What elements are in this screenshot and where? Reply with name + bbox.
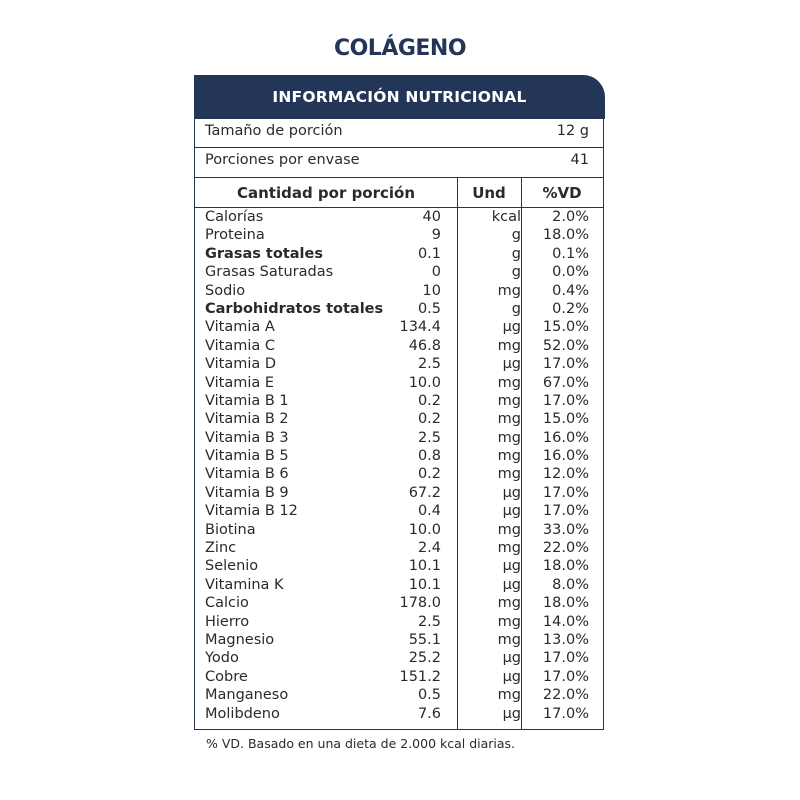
- nutrient-name: Vitamia B 3: [205, 429, 289, 446]
- nutrient-unit: µg: [502, 356, 521, 373]
- nutrient-daily-value: 15.0%: [542, 319, 589, 336]
- nutrient-daily-value: 33.0%: [542, 521, 589, 538]
- nutrient-row: [195, 355, 603, 373]
- dv-column-header: %VD: [542, 184, 582, 202]
- nutrient-amount: 55.1: [408, 631, 441, 648]
- nutrient-daily-value: 8.0%: [552, 576, 589, 593]
- nutrient-daily-value: 16.0%: [542, 448, 589, 465]
- nutrient-row: [195, 557, 603, 575]
- nutrient-row: [195, 300, 603, 318]
- nutrient-unit: µg: [502, 650, 521, 667]
- nutrient-row: [195, 429, 603, 447]
- nutrient-unit: µg: [502, 668, 521, 685]
- nutrient-amount: 9: [431, 227, 441, 244]
- nutrient-name: Sodio: [205, 282, 246, 299]
- nutrient-name: Calcio: [205, 595, 249, 612]
- nutrient-unit: µg: [502, 484, 521, 501]
- nutrient-unit: mg: [497, 631, 521, 648]
- nutrient-row: [195, 410, 603, 428]
- nutrient-amount: 0.8: [417, 448, 441, 465]
- nutrient-row: [195, 282, 603, 300]
- nutrient-daily-value: 12.0%: [542, 466, 589, 483]
- nutrient-daily-value: 17.0%: [542, 705, 589, 722]
- nutrient-name: Vitamia B 6: [205, 466, 289, 483]
- serving-size-value: 12 g: [556, 123, 589, 139]
- nutrient-daily-value: 0.4%: [552, 282, 589, 299]
- nutrient-daily-value: 17.0%: [542, 668, 589, 685]
- nutrient-unit: mg: [497, 374, 521, 391]
- nutrient-row: [195, 668, 603, 686]
- nutrient-amount: 151.2: [399, 668, 441, 685]
- nutrient-row: [195, 226, 603, 244]
- nutrient-row: [195, 447, 603, 465]
- nutrient-amount: 10.0: [408, 521, 441, 538]
- nutrient-daily-value: 17.0%: [542, 484, 589, 501]
- product-title: COLÁGENO: [333, 36, 467, 61]
- nutrient-amount: 0.2: [417, 411, 441, 428]
- nutrient-daily-value: 22.0%: [542, 540, 589, 557]
- nutrient-name: Yodo: [205, 650, 239, 667]
- nutrient-name: Cobre: [205, 668, 248, 685]
- nutrient-row: [195, 245, 603, 263]
- nutrient-row: [195, 521, 603, 539]
- nutrient-amount: 46.8: [408, 337, 441, 354]
- nutrient-row: [195, 208, 603, 226]
- nutrient-daily-value: 0.1%: [552, 245, 589, 262]
- nutrient-amount: 10.1: [408, 558, 441, 575]
- nutrient-daily-value: 0.0%: [552, 264, 589, 281]
- nutrient-row: [195, 631, 603, 649]
- nutrient-unit: mg: [497, 540, 521, 557]
- nutrient-unit: µg: [502, 503, 521, 520]
- nutrient-name: Vitamia C: [205, 337, 275, 354]
- nutrient-name: Selenio: [205, 558, 259, 575]
- nutrient-amount: 0.4: [417, 503, 441, 520]
- nutrient-row: [195, 392, 603, 410]
- nutrient-daily-value: 17.0%: [542, 503, 589, 520]
- nutrient-amount: 178.0: [399, 595, 441, 612]
- nutrient-daily-value: 18.0%: [542, 227, 589, 244]
- nutrient-unit: g: [511, 227, 521, 244]
- nutrient-daily-value: 18.0%: [542, 595, 589, 612]
- nutrient-unit: g: [511, 264, 521, 281]
- nutrient-amount: 2.5: [417, 429, 441, 446]
- nutrient-daily-value: 22.0%: [542, 687, 589, 704]
- nutrient-row: [195, 502, 603, 520]
- nutrient-amount: 7.6: [417, 705, 441, 722]
- nutrient-name: Vitamia A: [205, 319, 275, 336]
- nutrient-row: [195, 318, 603, 336]
- nutrient-unit: mg: [497, 411, 521, 428]
- nutrient-name: Magnesio: [205, 631, 275, 648]
- footnote: % VD. Basado en una dieta de 2.000 kcal diarias.: [206, 736, 516, 751]
- nutrient-name: Carbohidratos totales: [205, 300, 384, 317]
- nutrient-name: Vitamia B 1: [205, 392, 289, 409]
- nutrient-row: [195, 374, 603, 392]
- nutrient-row: [195, 263, 603, 281]
- amount-column-header: Cantidad por porción: [236, 184, 416, 202]
- nutrient-daily-value: 18.0%: [542, 558, 589, 575]
- nutrient-unit: µg: [502, 705, 521, 722]
- nutrient-unit: mg: [497, 521, 521, 538]
- nutrient-amount: 0.2: [417, 392, 441, 409]
- nutrient-daily-value: 0.2%: [552, 300, 589, 317]
- nutrient-unit: mg: [497, 613, 521, 630]
- nutrient-amount: 0: [431, 264, 441, 281]
- nutrient-unit: mg: [497, 429, 521, 446]
- nutrient-name: Hierro: [205, 613, 250, 630]
- nutrient-name: Manganeso: [205, 687, 289, 704]
- nutrient-amount: 10.1: [408, 576, 441, 593]
- nutrient-row: [195, 576, 603, 594]
- nutrient-name: Vitamia E: [205, 374, 275, 391]
- nutrient-amount: 10: [422, 282, 441, 299]
- nutrient-row: [195, 705, 603, 723]
- nutrient-name: Molibdeno: [205, 705, 280, 722]
- nutrient-unit: mg: [497, 595, 521, 612]
- nutrient-amount: 0.2: [417, 466, 441, 483]
- nutrient-row: [195, 613, 603, 631]
- nutrient-amount: 2.5: [417, 613, 441, 630]
- nutrient-unit: g: [511, 300, 521, 317]
- serving-size-label: Tamaño de porción: [205, 123, 343, 139]
- nutrient-unit: mg: [497, 687, 521, 704]
- nutrient-unit: mg: [497, 448, 521, 465]
- nutrient-daily-value: 52.0%: [542, 337, 589, 354]
- nutrient-amount: 2.5: [417, 356, 441, 373]
- nutrient-amount: 10.0: [408, 374, 441, 391]
- nutrient-name: Biotina: [205, 521, 256, 538]
- nutrition-panel: [194, 75, 604, 730]
- nutrient-name: Vitamia B 9: [205, 484, 289, 501]
- nutrient-unit: kcal: [491, 209, 521, 225]
- nutrient-name: Vitamia D: [205, 356, 277, 373]
- nutrient-amount: 67.2: [408, 484, 441, 501]
- nutrient-unit: µg: [502, 558, 521, 575]
- nutrient-amount: 2.4: [417, 540, 441, 557]
- nutrient-daily-value: 17.0%: [542, 392, 589, 409]
- nutrient-amount: 25.2: [408, 650, 441, 667]
- nutrient-unit: g: [511, 245, 521, 262]
- nutrient-daily-value: 16.0%: [542, 429, 589, 446]
- nutrient-daily-value: 17.0%: [542, 650, 589, 667]
- nutrient-row: [195, 649, 603, 667]
- nutrient-name: Proteina: [205, 227, 265, 244]
- nutrient-daily-value: 14.0%: [542, 613, 589, 630]
- nutrient-amount: 40: [422, 209, 441, 225]
- nutrient-list: [195, 208, 603, 723]
- nutrient-name: Grasas totales: [205, 245, 323, 262]
- nutrient-daily-value: 17.0%: [542, 356, 589, 373]
- nutrient-name: Calorías: [205, 209, 264, 225]
- nutrient-name: Vitamia B 12: [205, 503, 298, 520]
- nutrient-daily-value: 15.0%: [542, 411, 589, 428]
- servings-per-container-label: Porciones por envase: [205, 152, 360, 168]
- nutrient-name: Vitamia B 2: [205, 411, 289, 428]
- nutrient-unit: mg: [497, 392, 521, 409]
- divider: [195, 177, 603, 178]
- divider: [195, 147, 603, 148]
- servings-per-container-value: 41: [570, 152, 589, 168]
- panel-header: INFORMACIÓN NUTRICIONAL: [194, 75, 605, 119]
- nutrient-daily-value: 2.0%: [552, 209, 589, 225]
- nutrient-unit: mg: [497, 337, 521, 354]
- nutrient-name: Vitamina K: [205, 576, 284, 593]
- nutrient-unit: mg: [497, 282, 521, 299]
- nutrient-row: [195, 465, 603, 483]
- nutrient-name: Vitamia B 5: [205, 448, 289, 465]
- nutrient-row: [195, 539, 603, 557]
- nutrient-amount: 0.5: [417, 300, 441, 317]
- nutrient-row: [195, 594, 603, 612]
- nutrient-amount: 0.1: [417, 245, 441, 262]
- nutrient-name: Grasas Saturadas: [205, 264, 334, 281]
- nutrient-amount: 134.4: [399, 319, 441, 336]
- unit-column-header: Und: [472, 184, 506, 202]
- nutrient-amount: 0.5: [417, 687, 441, 704]
- nutrient-daily-value: 13.0%: [542, 631, 589, 648]
- nutrient-row: [195, 337, 603, 355]
- nutrient-name: Zinc: [205, 540, 237, 557]
- nutrient-row: [195, 686, 603, 704]
- nutrient-unit: mg: [497, 466, 521, 483]
- nutrient-row: [195, 484, 603, 502]
- nutrient-unit: µg: [502, 576, 521, 593]
- nutrient-daily-value: 67.0%: [542, 374, 589, 391]
- nutrient-unit: µg: [502, 319, 521, 336]
